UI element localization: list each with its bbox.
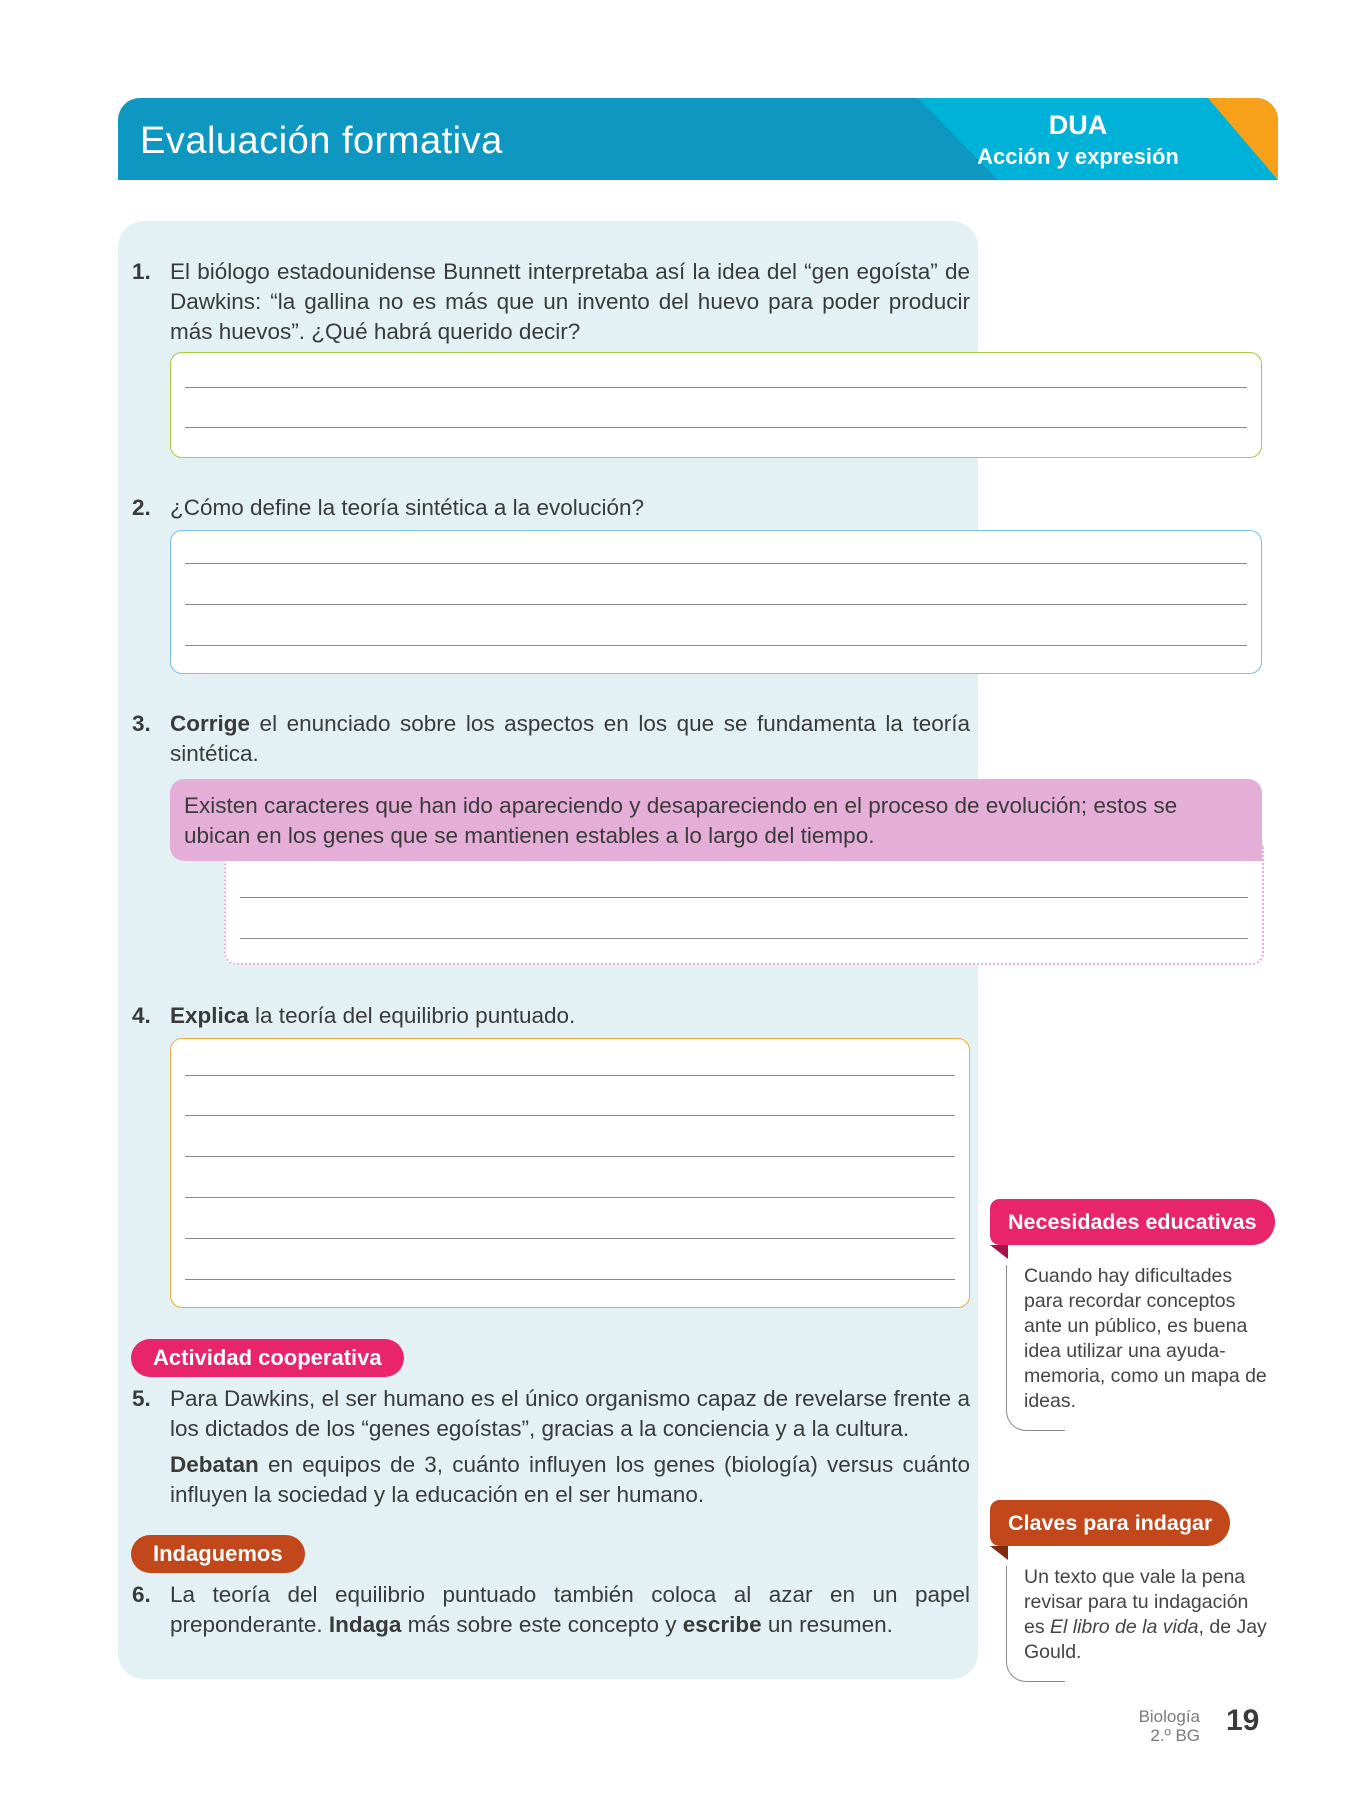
keys-label: Claves para indagar [990, 1500, 1230, 1546]
answer-box-4[interactable] [170, 1038, 970, 1308]
question-1 [132, 257, 970, 347]
question-text: el enunciado sobre los aspectos en los que se fundamenta la teoría sintética. [170, 711, 970, 766]
question-text: ¿Cómo define la teoría sintética a la evolución? [170, 495, 645, 520]
needs-text: Cuando hay dificultades para recordar conceptos ante un público, es buena idea utilizar una ayuda-memoria, como un mapa de ideas. [1024, 1265, 1267, 1412]
question-3 [132, 709, 970, 769]
dua-title: DUA [1048, 110, 1108, 140]
page-number: 19 [1226, 1704, 1260, 1737]
keys-text-a: Un texto que vale la pena revisar para tu indagación es [1024, 1566, 1249, 1638]
dua-subtitle: Acción y expresión [977, 144, 1179, 169]
question-number: 1. [132, 259, 151, 284]
question-4 [132, 1001, 970, 1031]
question-5-task [170, 1450, 970, 1510]
question-text: El biólogo estadounidense Bunnett interpretaba así la idea del “gen egoísta” de Dawkins: “la gallina no es más que un invento del huevo para poder producir más huevos”. ¿Qué habrá querido decir? [170, 259, 970, 344]
keys-tag-fold [990, 1546, 1008, 1560]
page-title: Evaluación formativa [140, 120, 503, 162]
question-number: 5. [132, 1386, 151, 1411]
answer-box-1[interactable] [170, 352, 1262, 458]
indaguemos-label: Indaguemos [131, 1535, 305, 1573]
cooperative-activity-label: Actividad cooperativa [131, 1339, 404, 1377]
question-6 [132, 1580, 970, 1640]
incorrect-statement: Existen caracteres que han ido apareciendo y desapareciendo en el proceso de evolución; estos se ubican en los genes que se mantienen estables a lo largo del tiempo. [170, 779, 1262, 861]
question-text: Para Dawkins, el ser humano es el único organismo capaz de revelarse frente a los dictados de los “genes egoístas”, gracias a la conciencia y a la cultura. [170, 1386, 970, 1441]
question-text: más sobre este concepto y [401, 1612, 683, 1637]
answer-box-2[interactable] [170, 530, 1262, 674]
needs-label: Necesidades educativas [990, 1199, 1275, 1245]
answer-box-3[interactable] [224, 845, 1264, 965]
question-verb: Corrige [170, 711, 251, 736]
question-verb: escribe [682, 1612, 762, 1637]
question-verb: Explica [170, 1003, 249, 1028]
keys-text-b: , de Jay Gould. [1024, 1616, 1267, 1663]
question-number: 6. [132, 1582, 151, 1607]
question-text: un resumen. [761, 1612, 893, 1637]
section-banner [118, 98, 1278, 180]
footer-subject-name: Biología [1138, 1707, 1200, 1726]
question-verb: Indaga [328, 1612, 402, 1637]
keys-text [1024, 1565, 1269, 1665]
question-text: en equipos de 3, cuánto influyen los genes (biología) versus cuánto influyen la sociedad y la educación en el ser humano. [170, 1452, 970, 1507]
question-5 [132, 1384, 970, 1444]
dua-badge [918, 98, 1278, 180]
question-text: La teoría del equilibrio puntuado también coloca al azar en un papel preponderante. [170, 1582, 970, 1637]
question-number: 2. [132, 495, 151, 520]
needs-tag-fold [990, 1245, 1008, 1259]
question-text: la teoría del equilibrio puntuado. [248, 1003, 576, 1028]
question-2 [132, 493, 970, 523]
question-number: 4. [132, 1003, 151, 1028]
book-title: El libro de la vida [1050, 1616, 1199, 1638]
question-number: 3. [132, 711, 151, 736]
footer-grade: 2.º BG [1150, 1726, 1200, 1745]
question-verb: Debatan [170, 1452, 259, 1477]
footer-subject [1139, 1707, 1200, 1745]
